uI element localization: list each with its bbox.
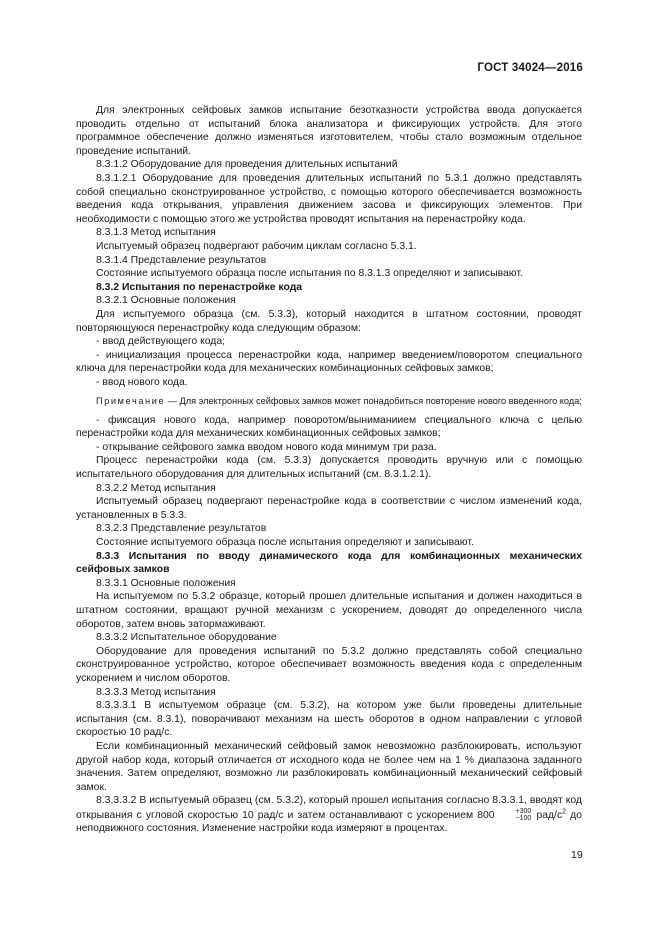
section-heading: 8.3.3.3 Метод испытания [96,686,216,698]
section-heading: 8.3.2.3 Представление результатов [96,523,267,535]
paragraph: Если комбинационный механический сейфовый замок невозможно разблокировать, используют другой набор кода, который отличается от исходного кода не более чем на 1 % диапазона заданного значения. Затем определяют, возможно ли разблокировать комбинационный механический сейфовый замок. [76,740,582,793]
section-heading: 8.3.2.2 Метод испытания [96,482,216,494]
paragraph-text: 8.3.3.3.2 В испытуемый образец (см. 5.3.2), который прошел испытания согласно 8.3.3.1, вводят код открывания с угловой скоростью 10 рад/с и затем останавливают с ускорением 800 [76,795,582,821]
paragraph: На испытуемом по 5.3.2 образце, который прошел длительные испытания и должен находиться в штатном состоянии, вращают ручной механизм с ускорением, доводят до определенного числа оборотов, затем вновь затормаживают. [76,591,582,630]
tolerance-fraction [496,808,532,822]
list-item: - инициализация процесса перенастройки кода, например введением/поворотом специального ключа для перенастройки кода для механических комбинационных сейфовых замков; [76,349,582,375]
tolerance-lower: −100 [515,814,532,822]
document-header: ГОСТ 34024—2016 [477,62,583,74]
section-heading: 8.3.3.1 Основные положения [96,577,236,589]
paragraph: Состояние испытуемого образца после испытания по 8.3.1.3 определяют и записывают. [96,268,523,280]
paragraph: Испытуемый образец подвергают рабочим циклам согласно 5.3.1. [96,240,417,252]
section-heading: 8.3.3.2 Испытательное оборудование [96,632,277,644]
list-item: - фиксация нового кода, например поворотом/выниманиием специального ключа с целью перенастройки кода для механических комбинационных сейфовых замков; [76,414,582,440]
list-item: - ввод действующего кода; [96,336,226,348]
unit-exponent: 2 [562,808,567,816]
section-heading: 8.3.1.4 Представление результатов [96,254,267,266]
list-item: - открывание сейфового замка вводом нового кода минимум три раза. [96,441,437,453]
section-heading: 8.3.1.2 Оборудование для проведения длительных испытаний [96,159,398,171]
note [76,395,582,407]
document-body [76,104,582,836]
note-text: — Для электронных сейфовых замков может понадобиться повторение нового введенного кода; [165,396,582,407]
note-label: Примечание [96,396,166,407]
paragraph: Состояние испытуемого образца после испытания определяют и записывают. [96,537,474,549]
paragraph-text: до неподвижного состояния. Изменение настройки кода измеряют в процентах. [76,809,583,835]
section-heading: 8.3.2.1 Основные положения [96,295,236,307]
section-heading-bold: 8.3.3 Испытания по вводу динамического кода для комбинационных механических сейфовых замков [76,550,582,576]
paragraph: 8.3.3.3.1 В испытуемом образце (см. 5.3.2), на котором уже были проведены длительные испытания (см. 8.3.1), поворачивают механизм на шесть оборотов в одном направлении с угловой скоростью 10 рад/с. [76,700,582,739]
unit-text: рад/с [532,809,563,821]
paragraph: Оборудование для проведения испытаний по 5.3.2 должно представлять собой специально сконструированное устройство, которое обеспечивает возможность введения кода с определенным ускорением и числом оборотов. [76,645,582,684]
paragraph: Для электронных сейфовых замков испытание безотказности устройства ввода допускается проводить отдельно от испытаний блока анализатора и фиксирующих устройств. Для этого программное обеспечение должно изменяться изготовителем, чтобы стало возможным отдельное проведение испытаний. [76,105,582,157]
tolerance-upper: +300 [515,807,532,815]
paragraph: 8.3.1.2.1 Оборудование для проведения длительных испытаний по 5.3.1 должно представлять собой специально сконструированное устройство, с помощью которого обеспечивается возможность введения кода открывания, управления движением засова и фиксирующих элементов. При необходимости с помощью этого же устройства проводят испытания на перенастройку кода. [76,172,582,225]
paragraph [76,794,582,836]
paragraph: Испытуемый образец подвергают перенастройке кода в соответствии с числом изменений кода, установленных в 5.3.3. [76,496,582,521]
paragraph: Для испытуемого образца (см. 5.3.3), который находится в штатном состоянии, проводят повторяющуюся перенастройку кода следующим образом: [76,308,582,334]
section-heading: 8.3.1.3 Метод испытания [96,227,216,239]
section-heading-bold: 8.3.2 Испытания по перенастройке кода [96,281,303,293]
page-number: 19 [571,849,583,861]
list-item: - ввод нового кода. [96,376,188,388]
paragraph: Процесс перенастройки кода (см. 5.3.3) допускается проводить вручную или с помощью испытательного оборудования для длительных испытаний (см. 8.3.1.2.1). [76,455,582,481]
